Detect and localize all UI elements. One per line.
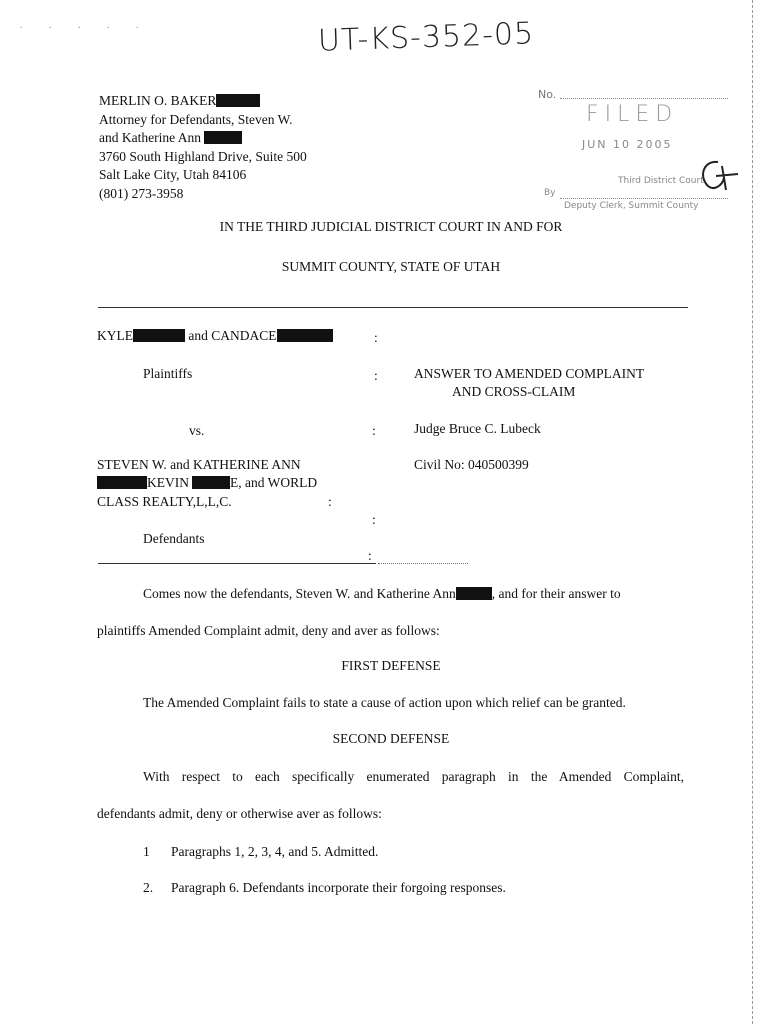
attorney-line2: Attorney for Defendants, Steven W. — [99, 111, 293, 127]
stamp-no-label: No. — [538, 88, 557, 101]
attorney-name: MERLIN O. BAKER — [99, 93, 217, 108]
caption-colon: : — [372, 512, 376, 527]
stamp-no-line — [560, 98, 728, 99]
attorney-line3: and Katherine Ann — [99, 130, 201, 145]
redaction-bar — [97, 476, 147, 489]
redaction-bar — [192, 476, 230, 489]
item-number: 2. — [143, 880, 154, 895]
second-defense-line1: With respect to each specifically enumerated paragraph in the Amended Complaint, — [143, 769, 684, 784]
plaintiffs-line — [97, 328, 333, 344]
caption-top-rule — [98, 307, 688, 308]
attorney-address2: Salt Lake City, Utah 84106 — [99, 167, 247, 182]
judge-name: Judge Bruce C. Lubeck — [414, 421, 541, 436]
vs-label: vs. — [189, 423, 205, 438]
filed-stamp — [538, 88, 738, 218]
intro-text-b: , and for their answer to — [491, 586, 621, 601]
attorney-phone: (801) 273-3958 — [99, 185, 184, 201]
item-number: 1 — [143, 844, 150, 859]
stamp-by: By — [544, 188, 556, 198]
caption-bottom-rule-right — [378, 563, 468, 564]
defendants-label: Defendants — [143, 531, 205, 546]
item-text: Paragraphs 1, 2, 3, 4, and 5. Admitted. — [171, 844, 379, 859]
stamp-court: Third District Court — [618, 176, 704, 186]
stamp-filed: FILED — [586, 102, 679, 127]
first-defense-heading: FIRST DEFENSE — [341, 658, 441, 673]
plaintiff-and: and CANDACE — [188, 328, 277, 343]
intro-paragraph-line2: plaintiffs Amended Complaint admit, deny and aver as follows: — [97, 623, 440, 638]
attorney-address1: 3760 South Highland Drive, Suite 500 — [99, 148, 307, 164]
attorney-block — [99, 92, 307, 203]
attorney-line3-wrap — [99, 129, 307, 148]
intro-text-a: Comes now the defendants, Steven W. and Katherine Ann — [143, 586, 456, 601]
plaintiff-a: KYLE — [97, 328, 133, 343]
civil-number: Civil No: 040500399 — [414, 457, 529, 472]
caption-colon: : — [372, 423, 376, 438]
court-heading-line2: SUMMIT COUNTY, STATE OF UTAH — [281, 259, 501, 274]
second-defense-line2: defendants admit, deny or otherwise aver as follows: — [97, 806, 382, 821]
first-defense-text: The Amended Complaint fails to state a cause of action upon which relief can be granted. — [143, 695, 626, 710]
scan-specks: . . . . . — [20, 20, 151, 31]
document-title-line2: AND CROSS-CLAIM — [452, 384, 576, 399]
caption-colon: : — [328, 494, 332, 509]
stamp-by-line — [560, 198, 728, 199]
handwritten-initials — [696, 156, 740, 196]
intro-paragraph-line1 — [143, 586, 621, 602]
redaction-bar — [277, 329, 333, 342]
second-defense-heading: SECOND DEFENSE — [332, 731, 450, 746]
defendants-line2 — [97, 475, 317, 491]
caption-colon: : — [374, 368, 378, 383]
caption-colon: : — [374, 330, 378, 345]
numbered-item — [143, 880, 506, 896]
stamp-date: JUN 10 2005 — [582, 138, 673, 151]
redaction-bar — [456, 587, 492, 600]
numbered-item — [143, 844, 378, 860]
caption-bottom-rule — [98, 563, 376, 564]
redaction-bar — [133, 329, 185, 342]
court-heading-line1: IN THE THIRD JUDICIAL DISTRICT COURT IN AND FOR — [219, 219, 563, 234]
document-title-line1: ANSWER TO AMENDED COMPLAINT — [414, 366, 645, 381]
defendant-world: E, and WORLD — [230, 475, 318, 490]
attorney-name-line — [99, 92, 307, 111]
redaction-bar — [216, 94, 260, 107]
stamp-deputy: Deputy Clerk, Summit County — [564, 201, 699, 211]
defendants-line3: CLASS REALTY,L,L,C. — [97, 494, 232, 509]
redaction-bar — [204, 131, 242, 144]
defendant-kevin: KEVIN — [147, 475, 189, 490]
plaintiffs-label: Plaintiffs — [143, 366, 193, 381]
scan-edge-line — [752, 0, 753, 1024]
handwritten-case-number: UT-KS-352-05 — [317, 16, 535, 59]
defendants-line1: STEVEN W. and KATHERINE ANN — [97, 457, 301, 472]
caption-colon: : — [368, 548, 372, 563]
item-text: Paragraph 6. Defendants incorporate their forgoing responses. — [171, 880, 506, 895]
